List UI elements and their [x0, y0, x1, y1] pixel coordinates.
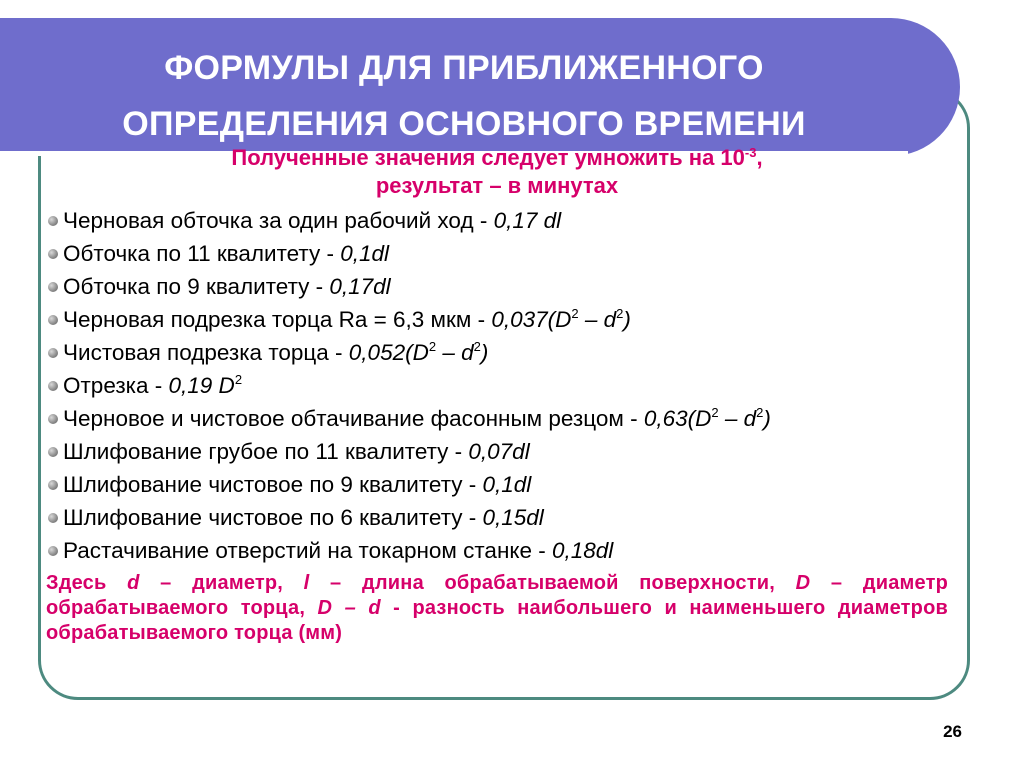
title-banner	[0, 18, 960, 156]
bullet-icon	[48, 513, 58, 523]
item-formula: $0,037(D^2 - d^2)$	[491, 306, 631, 332]
list-item	[46, 237, 948, 270]
item-label: Чистовая подрезка торца -	[63, 340, 349, 365]
item-label: Шлифование чистовое по 6 квалитету -	[63, 505, 483, 530]
list-item	[46, 369, 948, 402]
list-item	[46, 534, 948, 567]
bullet-icon	[48, 348, 58, 358]
bullet-icon	[48, 249, 58, 259]
list-item	[46, 270, 948, 303]
bullet-icon	[48, 546, 58, 556]
formula-list	[46, 204, 948, 567]
item-formula: $0,63(D^2 - d^2)$	[643, 405, 771, 431]
item-formula: 0,19 $D^2$	[168, 372, 243, 398]
item-formula: 0,15dl	[482, 505, 544, 530]
list-item	[46, 204, 948, 237]
page-number: 26	[943, 722, 962, 741]
bullet-icon	[48, 480, 58, 490]
item-label: Шлифование грубое по 11 квалитету -	[63, 439, 469, 464]
bullet-icon	[48, 315, 58, 325]
bullet-icon	[48, 447, 58, 457]
item-label: Черновое и чистовое обтачивание фасонным резцом -	[63, 406, 638, 431]
item-label: Отрезка -	[63, 373, 169, 398]
slide-title	[24, 40, 904, 152]
list-item	[46, 303, 948, 336]
subtitle	[46, 144, 948, 200]
item-label: Шлифование чистовое по 9 квалитету -	[63, 472, 483, 497]
list-item	[46, 336, 948, 369]
item-formula: $0,052(D^2 - d^2)$	[348, 339, 489, 365]
title-line-1: ФОРМУЛЫ ДЛЯ ПРИБЛИЖЕННОГО	[164, 49, 764, 87]
item-formula: 0,1dl	[482, 472, 532, 497]
item-label: Черновая обточка за один рабочий ход -	[63, 208, 494, 233]
item-formula: 0,07dl	[468, 439, 530, 464]
bullet-icon	[48, 381, 58, 391]
item-formula: 0,17 dl	[493, 208, 562, 233]
list-item	[46, 405, 948, 432]
list-item	[46, 501, 948, 534]
item-formula: 0,1dl	[340, 241, 390, 266]
bullet-icon	[48, 414, 58, 424]
title-line-2: ОПРЕДЕЛЕНИЯ ОСНОВНОГО ВРЕМЕНИ	[122, 105, 806, 143]
subtitle-text: Полученные значения следует умножить на 10	[231, 145, 745, 170]
definitions-note: Здесь d – диаметр, l – длина обрабатываемой поверхности, D – диаметр обрабатываемого торца, D – d - разность наибольшего и наименьшего диаметров обрабатываемого торца (мм)	[46, 572, 949, 644]
subtitle-exponent: -3	[744, 145, 757, 160]
subtitle-line-2: результат – в минутах	[375, 173, 619, 198]
item-label: Черновая подрезка торца Ra = 6,3 мкм -	[63, 307, 492, 332]
item-label: Растачивание отверстий на токарном станке -	[63, 538, 552, 563]
item-label: Обточка по 9 квалитету -	[63, 274, 330, 299]
list-item	[46, 468, 948, 501]
slide-body	[46, 144, 948, 646]
bullet-icon	[48, 282, 58, 292]
subtitle-comma: ,	[756, 145, 763, 170]
list-item	[46, 435, 948, 468]
item-formula: 0,18dl	[551, 538, 614, 563]
item-formula: 0,17dl	[329, 274, 391, 299]
item-label: Обточка по 11 квалитету -	[63, 241, 341, 266]
bullet-icon	[48, 216, 58, 226]
